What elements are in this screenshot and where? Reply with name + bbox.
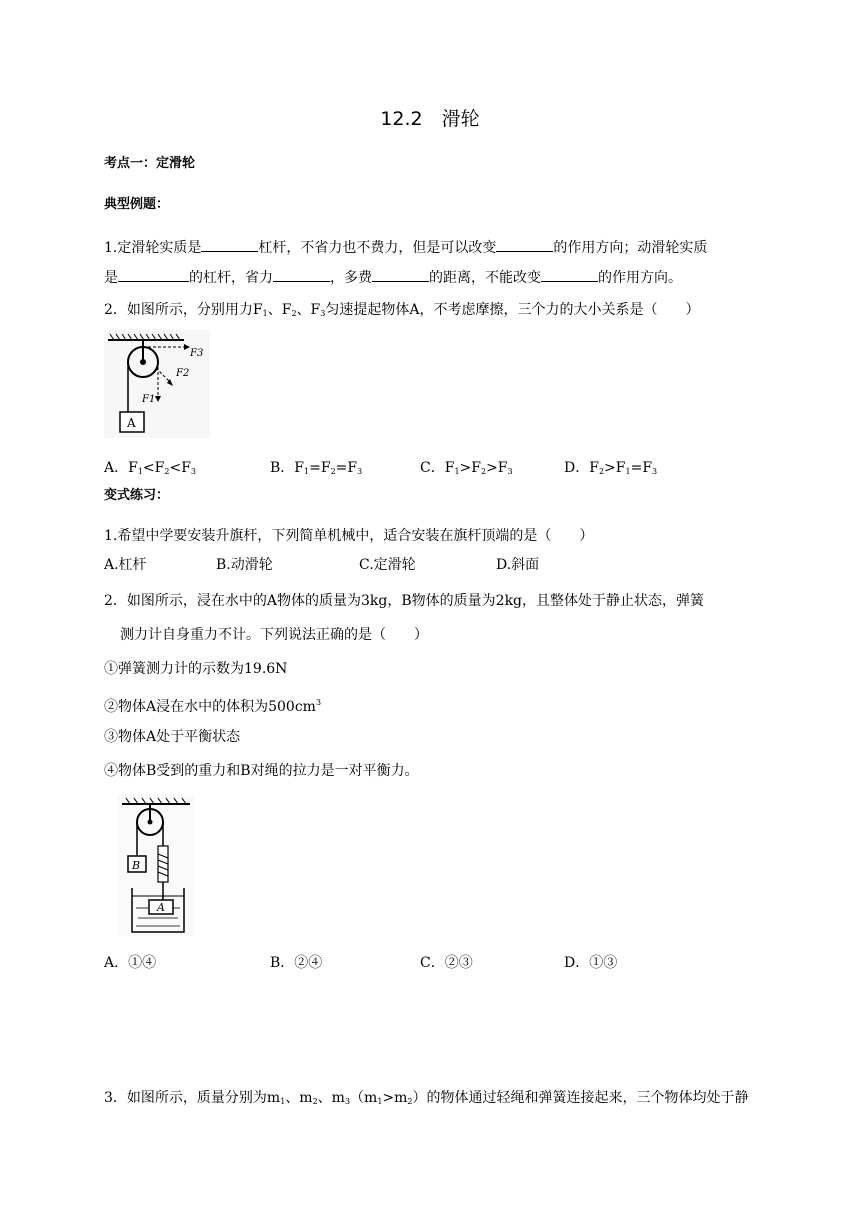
- block-b-label: B: [132, 859, 141, 872]
- pulley-figure-2: [118, 796, 194, 936]
- subscript: 2: [480, 467, 487, 476]
- p2-option-b[interactable]: B．②④: [270, 955, 323, 971]
- q2-option-b[interactable]: [270, 458, 362, 482]
- f1-label: F1: [142, 394, 156, 405]
- answer-blank: [118, 267, 189, 282]
- f3-label: F3: [190, 348, 204, 359]
- subscript: 3: [507, 467, 513, 476]
- subscript: 1: [137, 467, 143, 476]
- p3-text: 、m: [285, 1090, 313, 1106]
- subscript: 2: [164, 467, 170, 476]
- q1-text: 杠杆，不省力也不费力，但是可以改变: [258, 240, 497, 256]
- answer-blank: [273, 267, 330, 282]
- q1-line-1: [104, 237, 707, 258]
- p2-statement-4: ④物体B受到的重力和B对绳的拉力是一对平衡力。: [104, 763, 419, 779]
- option-text: C．F: [420, 460, 455, 476]
- q2-text: 2．如图所示，分别用力F: [104, 302, 263, 318]
- pulley-figure-1: [104, 330, 210, 438]
- q1-text: 的距离，不能改变: [429, 270, 541, 286]
- subscript: 3: [652, 467, 658, 476]
- subscript: 3: [344, 1097, 351, 1106]
- option-text: >F: [459, 460, 481, 476]
- q2-option-a[interactable]: [104, 458, 196, 482]
- example-heading: 典型例题：: [104, 197, 170, 212]
- practice-heading: 变式练习：: [104, 488, 170, 503]
- option-text: >F: [604, 460, 626, 476]
- option-text: <F: [169, 460, 191, 476]
- subscript: 2: [312, 1097, 318, 1106]
- subscript: 2: [598, 467, 605, 476]
- option-text: =F: [630, 460, 653, 476]
- page-title: 12.2 滑轮: [380, 108, 480, 130]
- p2-option-d[interactable]: D．①③: [564, 955, 618, 971]
- p3-text: 、m: [317, 1090, 345, 1106]
- p3-stem: [104, 1088, 749, 1112]
- p2-statement-3: ③物体A处于平衡状态: [104, 729, 241, 745]
- option-text: D．F: [564, 460, 599, 476]
- block-a-label: A: [127, 416, 136, 430]
- q2-text: 、F: [296, 302, 321, 318]
- subscript: 1: [262, 309, 268, 318]
- superscript: 3: [315, 698, 322, 707]
- option-text: =F: [335, 460, 358, 476]
- answer-blank: [496, 237, 553, 252]
- answer-blank: [541, 267, 598, 282]
- p1-option-b[interactable]: B.动滑轮: [216, 557, 273, 573]
- option-text: A．F: [104, 460, 138, 476]
- subscript: 3: [357, 467, 363, 476]
- p2-stem-2: 测力计自身重力不计。下列说法正确的是（ ）: [120, 627, 428, 643]
- q1-text: 1.定滑轮实质是: [104, 240, 202, 256]
- q2-stem: [104, 300, 699, 324]
- q1-text: ，多费: [330, 270, 372, 286]
- statement-text: ②物体A浸在水中的体积为500cm: [104, 699, 316, 715]
- p2-option-c[interactable]: C．②③: [420, 955, 473, 971]
- p2-stem-1: 2．如图所示，浸在水中的A物体的质量为3kg，B物体的质量为2kg，且整体处于静止状态，弹簧: [104, 593, 705, 609]
- f2-label: F2: [176, 368, 190, 379]
- subscript: 1: [454, 467, 460, 476]
- subscript: 3: [190, 467, 197, 476]
- answer-blank: [201, 237, 258, 252]
- q1-line-2: [104, 267, 682, 288]
- p1-option-d[interactable]: D.斜面: [496, 557, 540, 573]
- option-text: =F: [309, 460, 331, 476]
- q1-text: 的作用方向。: [598, 270, 682, 286]
- answer-blank: [372, 267, 429, 282]
- p3-text: ）的物体通过轻绳和弹簧连接起来，三个物体均处于静: [412, 1090, 749, 1106]
- p3-text: 3．如图所示，质量分别为m: [104, 1090, 281, 1106]
- subscript: 2: [407, 1097, 413, 1106]
- p3-text: >m: [382, 1090, 408, 1106]
- block-a-label: A: [157, 901, 165, 914]
- subscript: 2: [330, 467, 336, 476]
- p1-stem: 1.希望中学要安装升旗杆，下列简单机械中，适合安装在旗杆顶端的是（ ）: [104, 528, 594, 544]
- p3-text: （m: [350, 1090, 378, 1106]
- subscript: 1: [625, 467, 631, 476]
- option-text: <F: [142, 460, 165, 476]
- p2-statement-1: ①弹簧测力计的示数为19.6N: [104, 661, 288, 677]
- p2-statement-2: [104, 693, 321, 717]
- q1-text: 的作用方向；动滑轮实质: [553, 240, 708, 256]
- q1-text: 的杠杆，省力: [189, 270, 273, 286]
- subscript: 1: [280, 1097, 286, 1106]
- option-text: >F: [486, 460, 508, 476]
- q2-option-d[interactable]: [564, 458, 657, 482]
- p1-option-a[interactable]: A.杠杆: [104, 557, 147, 573]
- subscript: 3: [320, 309, 326, 318]
- q2-option-c[interactable]: [420, 458, 513, 482]
- p2-option-a[interactable]: A．①④: [104, 955, 157, 971]
- subscript: 2: [291, 309, 297, 318]
- p1-option-c[interactable]: C.定滑轮: [359, 557, 416, 573]
- subscript: 1: [377, 1097, 383, 1106]
- spring-scale: [158, 846, 168, 882]
- section-heading: 考点一：定滑轮: [104, 156, 196, 171]
- q2-text: 匀速提起物体A，不考虑摩擦，三个力的大小关系是（ ）: [325, 302, 700, 318]
- q1-text: 是: [104, 270, 118, 286]
- subscript: 1: [304, 467, 310, 476]
- option-text: B．F: [270, 460, 305, 476]
- q2-text: 、F: [267, 302, 292, 318]
